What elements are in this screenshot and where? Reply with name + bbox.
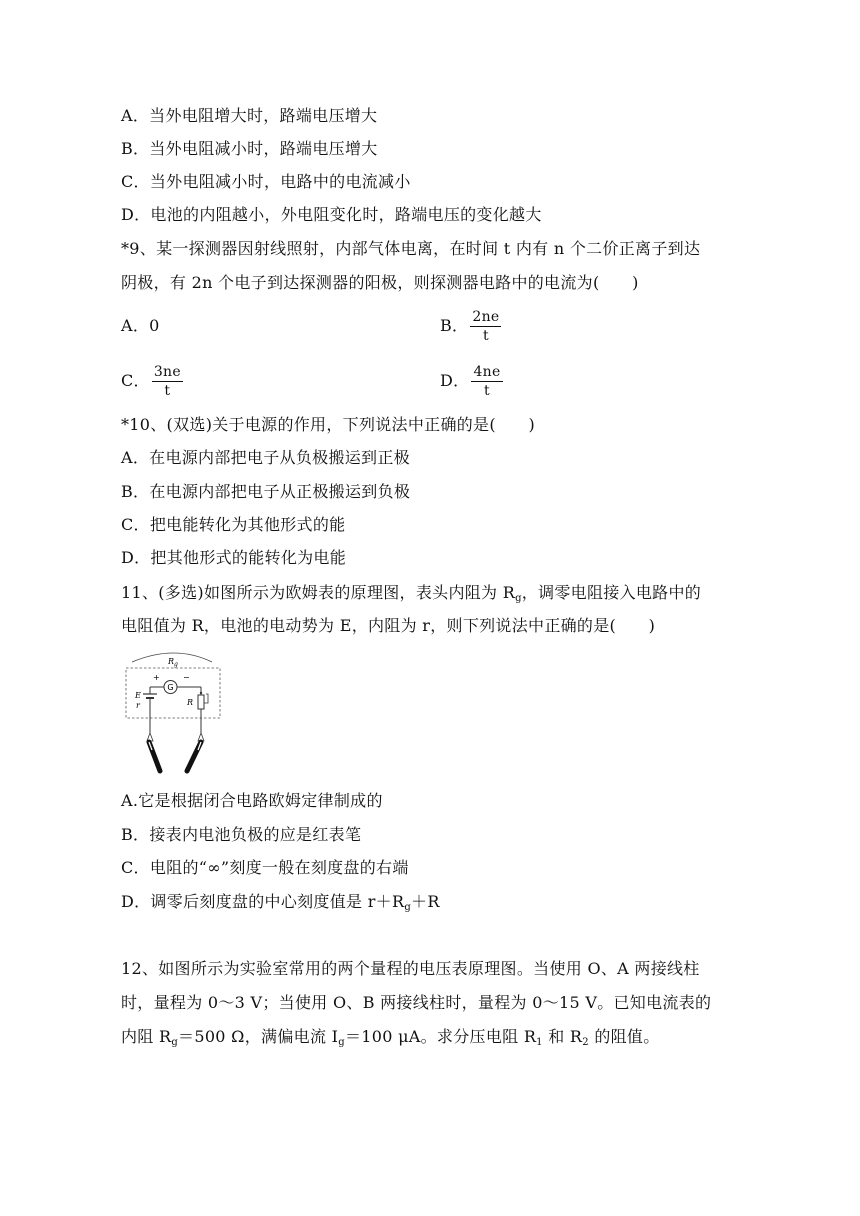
q11-stem-line2: 电阻值为 R，电池的电动势为 E，内阻为 r，则下列说法中正确的是( ) xyxy=(121,616,656,635)
q9-option-c-fraction xyxy=(152,363,183,400)
q10-option-c: C．把电能转化为其他形式的能 xyxy=(121,515,346,534)
q12-line2: 时，量程为 0～3 V；当使用 O、B 两接线柱时，量程为 0～15 V。已知电流表的 xyxy=(121,993,712,1012)
fraction-numerator: 4ne xyxy=(473,364,501,380)
q12-text: 和 R xyxy=(542,1027,583,1046)
ohmmeter-circuit-diagram xyxy=(120,650,230,780)
plus-label: + xyxy=(153,673,160,682)
q9-option-b-prefix: B． xyxy=(440,316,469,335)
zero-adjust-resistor xyxy=(198,695,204,709)
q11-stem-text: ，调零电阻接入电路中的 xyxy=(521,583,702,602)
fraction-denominator: t xyxy=(482,328,489,344)
q10-stem: *10、(双选)关于电源的作用，下列说法中正确的是( ) xyxy=(121,415,536,434)
subscript: 2 xyxy=(582,1037,589,1048)
q12-line1: 12、如图所示为实验室常用的两个量程的电压表原理图。当使用 O、A 两接线柱 xyxy=(121,959,700,978)
q9-stem-line2: 阴极，有 2n 个电子到达探测器的阳极，则探测器电路中的电流为( ) xyxy=(121,273,639,292)
rheostat-slider xyxy=(204,694,208,703)
q9-option-c xyxy=(121,359,183,403)
q10-option-d: D．把其他形式的能转化为电能 xyxy=(121,548,347,567)
q8-option-c: C．当外电阻减小时，电路中的电流减小 xyxy=(121,172,411,191)
q11-option-b: B．接表内电池负极的应是红表笔 xyxy=(121,825,362,844)
subscript: g xyxy=(338,1037,345,1048)
q9-option-d xyxy=(440,359,503,403)
subscript: g xyxy=(404,902,412,913)
emf-label: E xyxy=(135,691,141,700)
q10-option-b: B．在电源内部把电子从正极搬运到负极 xyxy=(121,482,411,501)
q12-text: 的阻值。 xyxy=(588,1027,660,1046)
q11-option-d xyxy=(121,890,440,914)
q9-option-b-fraction xyxy=(470,308,501,345)
q11-option-d-text: D．调零后刻度盘的中心刻度值是 r＋R xyxy=(121,892,405,911)
q10-option-a: A．在电源内部把电子从负极搬运到正极 xyxy=(121,448,410,467)
q11-option-c: C．电阻的“∞”刻度一般在刻度盘的右端 xyxy=(121,858,409,877)
q12-text: 内阻 R xyxy=(121,1027,172,1046)
subscript: g xyxy=(515,593,522,604)
rg-label: $R_g$ xyxy=(168,657,178,668)
q11-option-d-text: ＋R xyxy=(411,892,440,911)
q9-option-d-fraction xyxy=(471,363,502,400)
q8-option-b: B．当外电阻减小时，路端电压增大 xyxy=(121,139,378,158)
q11-stem-text: 11、(多选)如图所示为欧姆表的原理图，表头内阻为 R xyxy=(121,583,516,602)
q11-stem-line1 xyxy=(121,581,701,605)
fraction-denominator: t xyxy=(484,383,490,399)
q9-option-b xyxy=(440,304,501,348)
junction-dot xyxy=(200,692,202,694)
subscript: g xyxy=(171,1037,179,1048)
q12-text: ＝100 μA。求分压电阻 R xyxy=(344,1027,537,1046)
minus-label: − xyxy=(183,673,190,682)
q12-text: ＝500 Ω，满偏电流 I xyxy=(178,1027,339,1046)
galvanometer-label: G xyxy=(167,683,174,692)
q11-option-a: A.它是根据闭合电路欧姆定律制成的 xyxy=(121,791,383,810)
fraction-denominator: t xyxy=(164,383,171,399)
q9-option-a: A．0 xyxy=(121,316,160,335)
fraction-numerator: 2ne xyxy=(472,309,500,325)
q9-option-d-prefix: D． xyxy=(440,371,470,390)
q8-option-a: A．当外电阻增大时，路端电压增大 xyxy=(121,106,378,125)
q9-stem-line1: *9、某一探测器因射线照射，内部气体电离，在时间 t 内有 n 个二价正离子到达 xyxy=(121,239,701,258)
resistor-label: R xyxy=(187,698,194,707)
internal-resistance-label: r xyxy=(136,701,140,710)
q12-line3 xyxy=(121,1025,660,1049)
subscript: 1 xyxy=(536,1037,543,1048)
q8-option-d: D．电池的内阻越小，外电阻变化时，路端电压的变化越大 xyxy=(121,205,542,224)
fraction-numerator: 3ne xyxy=(153,364,181,380)
q9-option-c-prefix: C． xyxy=(121,371,150,390)
